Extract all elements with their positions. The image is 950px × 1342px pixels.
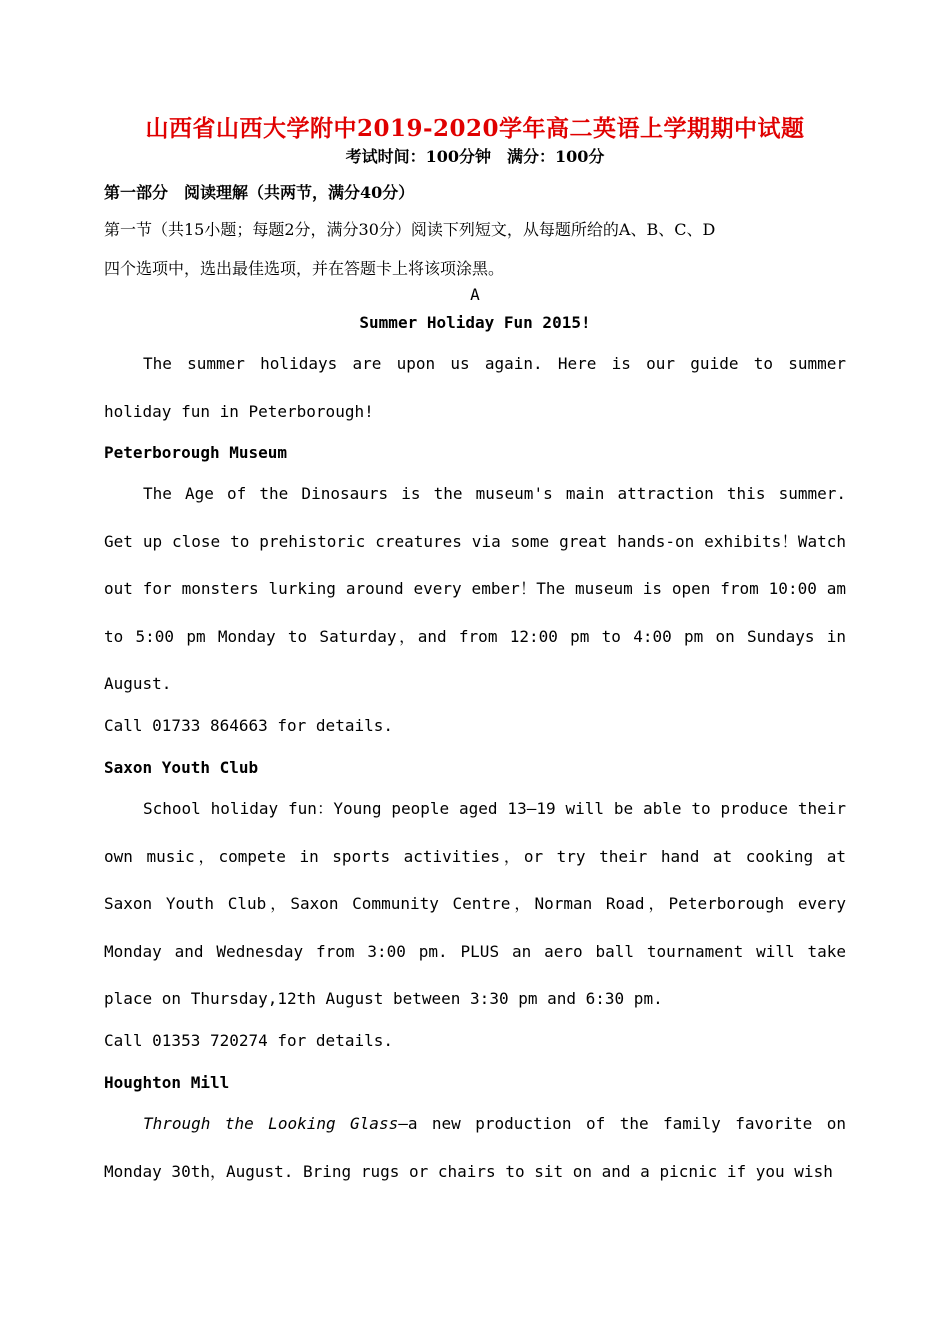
document-title: 山西省山西大学附中2019-2020学年高二英语上学期期中试题 xyxy=(145,115,805,142)
section-body-youth-club: School holiday fun：Young people aged 13—19 will be able to produce their own music，compete in sports activities，or try their hand at cooking at Saxon Youth Club，Saxon Community Centre，Norman Road，Peterborough every Monday and Wednesday from 3:00 pm. PLUS an aero ball tournament will take place on Thursday,12th August between 3:30 pm and 6:30 pm. xyxy=(104,799,846,1008)
passage-letter: A xyxy=(470,285,480,304)
instruction-line-2: 四个选项中，选出最佳选项，并在答题卡上将该项涂黑。 xyxy=(104,259,505,278)
section-body-mill: Through the Looking Glass—a new production of the family favorite on Monday 30th，August. Bring rugs or chairs to sit on and a picnic if you wish xyxy=(104,1114,846,1181)
passage-title: Summer Holiday Fun 2015! xyxy=(359,313,591,332)
section-heading-mill: Houghton Mill xyxy=(104,1073,230,1092)
section-body-museum: The Age of the Dinosaurs is the museum's main attraction this summer. Get up close to prehistoric creatures via some great hands-on exhibits！Watch out for monsters lurking around every ember！The museum is open from 10:00 am to 5:00 pm Monday to Saturday，and from 12:00 pm to 4:00 pm on Sundays in August. xyxy=(104,484,846,693)
section-call-museum: Call 01733 864663 for details. xyxy=(104,716,393,735)
section-heading-museum: Peterborough Museum xyxy=(104,443,288,462)
passage-intro: The summer holidays are upon us again. Here is our guide to summer holiday fun in Peterborough! xyxy=(104,354,846,421)
part-heading: 第一部分 阅读理解（共两节，满分40分） xyxy=(104,183,415,202)
exam-info: 考试时间：100分钟 满分：100分 xyxy=(345,147,605,166)
instruction-line-1: 第一节（共15小题；每题2分，满分30分）阅读下列短文，从每题所给的A、B、C、D xyxy=(104,220,716,239)
production-title: Through the Looking Glass xyxy=(143,1114,399,1133)
section-heading-youth-club: Saxon Youth Club xyxy=(104,758,259,777)
section-call-youth-club: Call 01353 720274 for details. xyxy=(104,1031,393,1050)
